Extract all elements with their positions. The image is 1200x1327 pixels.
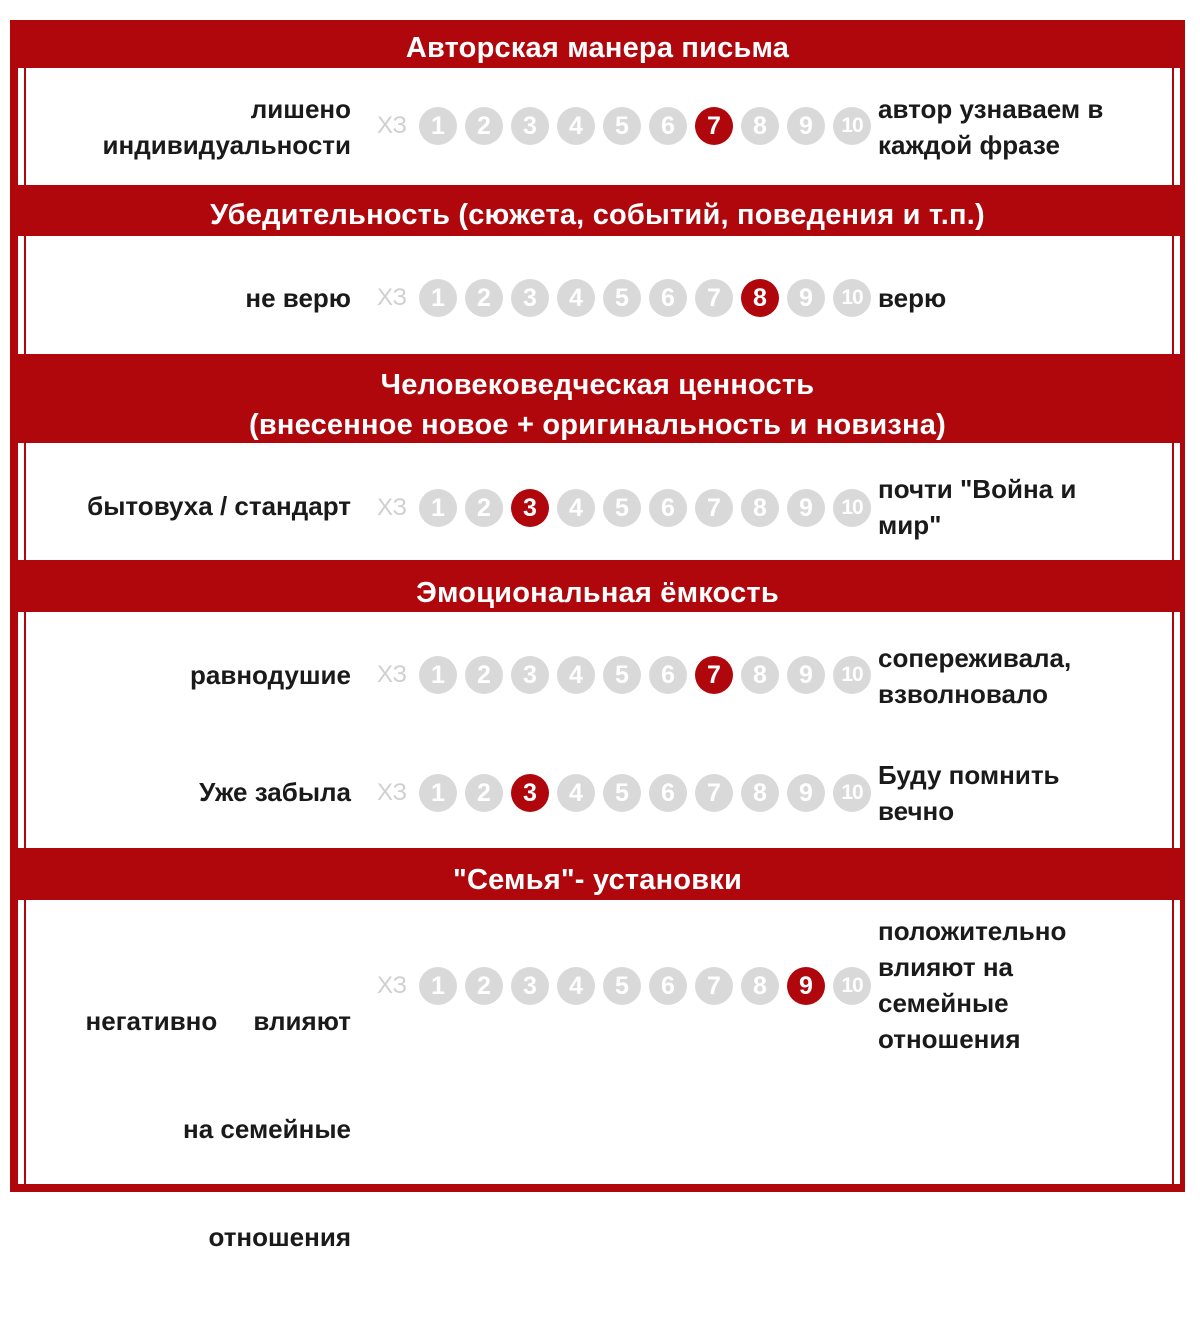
right-label: верю bbox=[878, 283, 947, 313]
rating-dot[interactable]: 8 bbox=[741, 774, 779, 812]
rating-dot[interactable]: 5 bbox=[603, 967, 641, 1005]
rating-dot[interactable]: 1 bbox=[419, 967, 457, 1005]
xz-option[interactable]: ХЗ bbox=[377, 284, 407, 311]
rating-dot[interactable]: 3 bbox=[511, 279, 549, 317]
rating-dot[interactable]: 4 bbox=[557, 489, 595, 527]
section-panel bbox=[18, 68, 1180, 185]
rating-scale[interactable] bbox=[377, 773, 879, 813]
rating-dot[interactable]: 10 bbox=[833, 967, 871, 1005]
xz-option[interactable]: ХЗ bbox=[377, 661, 407, 688]
section-title: Убедительность (сюжета, событий, поведения и т.п.) bbox=[210, 199, 985, 231]
left-label: негативно влияют на семейные отношения bbox=[85, 1006, 351, 1252]
rating-row bbox=[21, 612, 1180, 730]
rating-dot[interactable]: 4 bbox=[557, 774, 595, 812]
section-title: Авторская манера письма bbox=[405, 32, 790, 64]
rating-dot[interactable]: 2 bbox=[465, 107, 503, 145]
rating-dot[interactable]: 6 bbox=[649, 489, 687, 527]
rating-dot[interactable]: 3 bbox=[511, 107, 549, 145]
rating-row bbox=[21, 900, 1180, 1252]
rating-dot[interactable]: 1 bbox=[419, 107, 457, 145]
left-label: Уже забыла bbox=[199, 777, 351, 807]
section-title: Человековедческая ценность (внесенное новое + оригинальность и новизна) bbox=[249, 369, 946, 441]
rating-dot[interactable]: 4 bbox=[557, 656, 595, 694]
rating-scale[interactable] bbox=[377, 278, 879, 318]
section-panel bbox=[18, 443, 1180, 560]
rating-dot[interactable]: 8 bbox=[741, 489, 779, 527]
rating-dot-selected[interactable]: 3 bbox=[511, 774, 549, 812]
right-label: автор узнаваем в каждой фразе bbox=[878, 94, 1104, 160]
rating-dot[interactable]: 1 bbox=[419, 279, 457, 317]
rating-dot[interactable]: 6 bbox=[649, 774, 687, 812]
rating-dot[interactable]: 6 bbox=[649, 107, 687, 145]
right-label: Буду помнить вечно bbox=[878, 760, 1060, 826]
rating-row bbox=[21, 236, 1180, 354]
rating-dot[interactable]: 4 bbox=[557, 279, 595, 317]
rating-dot[interactable]: 5 bbox=[603, 489, 641, 527]
rating-dot[interactable]: 3 bbox=[511, 656, 549, 694]
rating-dot[interactable]: 7 bbox=[695, 489, 733, 527]
rating-dot[interactable]: 8 bbox=[741, 967, 779, 1005]
rating-row bbox=[21, 68, 1180, 185]
left-label: равнодушие bbox=[190, 660, 351, 690]
rating-form bbox=[10, 20, 1185, 1252]
rating-dot[interactable]: 3 bbox=[511, 967, 549, 1005]
rating-dot[interactable]: 10 bbox=[833, 107, 871, 145]
left-label: не верю bbox=[245, 283, 351, 313]
rating-dot[interactable]: 10 bbox=[833, 774, 871, 812]
right-label: почти "Война и мир" bbox=[878, 474, 1077, 540]
rating-scale[interactable] bbox=[377, 488, 879, 528]
rating-dot[interactable]: 8 bbox=[741, 107, 779, 145]
xz-option[interactable]: ХЗ bbox=[377, 494, 407, 521]
rating-row bbox=[21, 730, 1180, 848]
rating-dot-selected[interactable]: 7 bbox=[695, 107, 733, 145]
right-label: сопереживала, взволновало bbox=[878, 643, 1072, 709]
rating-dot[interactable]: 6 bbox=[649, 656, 687, 694]
rating-dot[interactable]: 9 bbox=[787, 656, 825, 694]
rating-dot[interactable]: 2 bbox=[465, 656, 503, 694]
rating-row bbox=[21, 443, 1180, 560]
rating-dot[interactable]: 7 bbox=[695, 279, 733, 317]
section-panel bbox=[18, 236, 1180, 354]
rating-dot[interactable]: 1 bbox=[419, 489, 457, 527]
xz-option[interactable]: ХЗ bbox=[377, 779, 407, 806]
rating-dot[interactable]: 2 bbox=[465, 967, 503, 1005]
rating-dot-selected[interactable]: 7 bbox=[695, 656, 733, 694]
rating-dot[interactable]: 10 bbox=[833, 489, 871, 527]
xz-option[interactable]: ХЗ bbox=[377, 112, 407, 139]
rating-dot[interactable]: 1 bbox=[419, 774, 457, 812]
right-label: положительно влияют на семейные отношения bbox=[878, 916, 1067, 1054]
rating-dot[interactable]: 1 bbox=[419, 656, 457, 694]
rating-dot[interactable]: 7 bbox=[695, 967, 733, 1005]
rating-dot[interactable]: 9 bbox=[787, 774, 825, 812]
rating-dot[interactable]: 8 bbox=[741, 656, 779, 694]
rating-dot[interactable]: 4 bbox=[557, 967, 595, 1005]
rating-dot[interactable]: 6 bbox=[649, 279, 687, 317]
rating-dot[interactable]: 5 bbox=[603, 774, 641, 812]
section-panel bbox=[18, 900, 1180, 1252]
rating-dot[interactable]: 5 bbox=[603, 279, 641, 317]
rating-dot[interactable]: 9 bbox=[787, 489, 825, 527]
rating-scale[interactable] bbox=[377, 655, 879, 695]
rating-scale[interactable] bbox=[377, 106, 879, 146]
rating-dot[interactable]: 10 bbox=[833, 656, 871, 694]
rating-dot[interactable]: 5 bbox=[603, 656, 641, 694]
rating-dot[interactable]: 5 bbox=[603, 107, 641, 145]
rating-dot[interactable]: 2 bbox=[465, 489, 503, 527]
rating-dot[interactable]: 2 bbox=[465, 279, 503, 317]
left-label: лишено индивидуальности bbox=[102, 94, 351, 160]
rating-dot[interactable]: 9 bbox=[787, 107, 825, 145]
section-title: "Семья"- установки bbox=[453, 864, 742, 896]
section-panel bbox=[18, 612, 1180, 848]
rating-dot[interactable]: 2 bbox=[465, 774, 503, 812]
rating-dot-selected[interactable]: 8 bbox=[741, 279, 779, 317]
rating-dot[interactable]: 7 bbox=[695, 774, 733, 812]
xz-option[interactable]: ХЗ bbox=[377, 972, 407, 999]
left-label: бытовуха / стандарт bbox=[87, 491, 351, 521]
rating-scale[interactable] bbox=[377, 966, 879, 1006]
rating-dot[interactable]: 4 bbox=[557, 107, 595, 145]
section-title: Эмоциональная ёмкость bbox=[416, 577, 779, 609]
rating-dot-selected[interactable]: 3 bbox=[511, 489, 549, 527]
rating-dot[interactable]: 10 bbox=[833, 279, 871, 317]
rating-dot[interactable]: 6 bbox=[649, 967, 687, 1005]
rating-dot[interactable]: 9 bbox=[787, 279, 825, 317]
rating-dot-selected[interactable]: 9 bbox=[787, 967, 825, 1005]
